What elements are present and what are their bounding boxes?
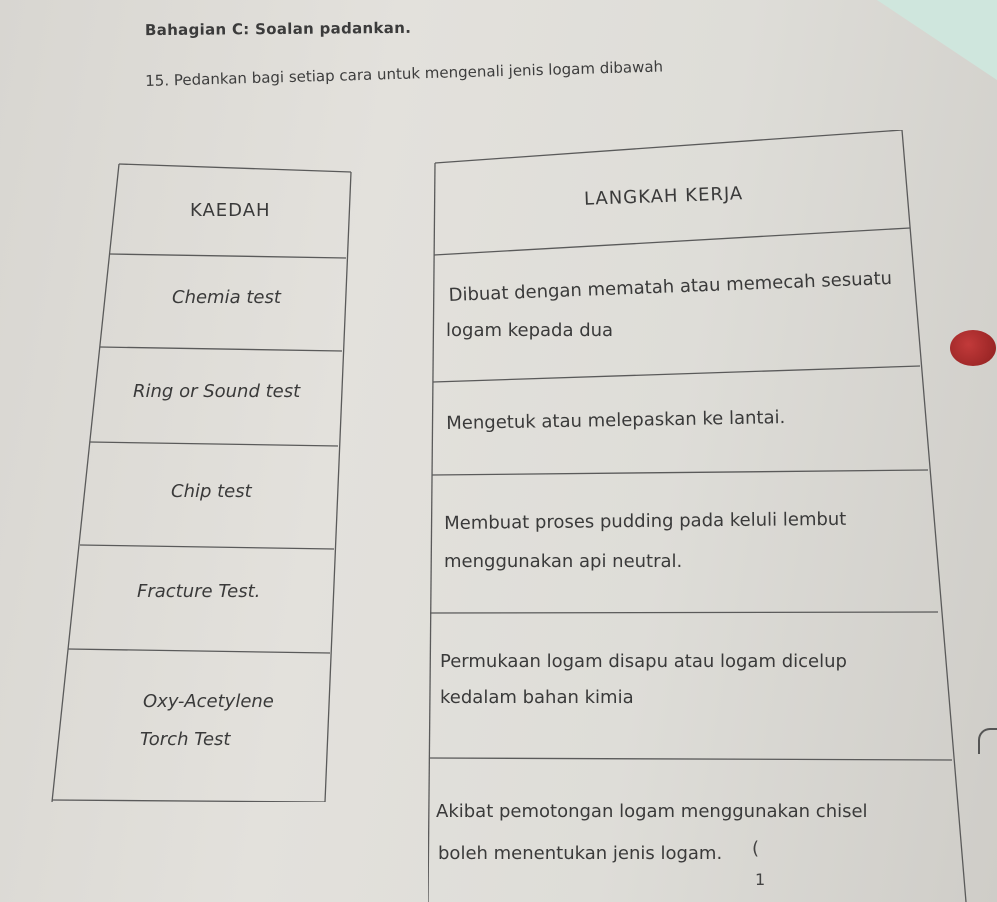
procedure-cell-chemical-line1: Permukaan logam disapu atau logam dicelup xyxy=(440,651,847,672)
procedure-cell-oxy-line2: menggunakan api neutral. xyxy=(444,551,683,572)
page-edge-mark xyxy=(978,728,997,754)
procedure-cell-oxy-line1: Membuat proses pudding pada keluli lembut xyxy=(444,508,847,534)
method-cell-chemical: Chemia test xyxy=(172,287,281,308)
method-cell-chip: Chip test xyxy=(171,481,252,502)
section-title: Bahagian C: Soalan padankan. xyxy=(144,18,412,40)
procedure-cell-fracture-line1: Dibuat dengan mematah atau memecah sesuatu xyxy=(448,267,893,306)
method-table xyxy=(40,162,352,802)
procedure-cell-chip-line1: Akibat pemotongan logam menggunakan chisel xyxy=(436,801,868,822)
procedure-cell-chemical-line2: kedalam bahan kimia xyxy=(440,687,634,708)
method-cell-ring-sound: Ring or Sound test xyxy=(133,381,301,402)
method-cell-oxy-line1: Oxy-Acetylene xyxy=(143,691,274,712)
question-text: 15. Pedankan bagi setiap cara untuk mengenali jenis logam dibawah xyxy=(145,57,664,90)
procedure-cell-chip-line2: boleh menentukan jenis logam. xyxy=(438,843,723,864)
method-cell-oxy-line2: Torch Test xyxy=(140,729,231,750)
handwritten-number: 1 xyxy=(755,870,766,889)
procedure-header: LANGKAH KERJA xyxy=(583,183,744,210)
procedure-cell-fracture-line2: logam kepada dua xyxy=(446,320,614,341)
background-corner xyxy=(877,0,997,80)
handwritten-bracket: ( xyxy=(752,838,760,859)
method-header: KAEDAH xyxy=(190,200,271,221)
method-cell-fracture: Fracture Test. xyxy=(137,581,261,602)
procedure-table xyxy=(428,130,968,902)
red-dot-marker xyxy=(950,330,996,366)
procedure-cell-ring: Mengetuk atau melepaskan ke lantai. xyxy=(446,407,786,434)
